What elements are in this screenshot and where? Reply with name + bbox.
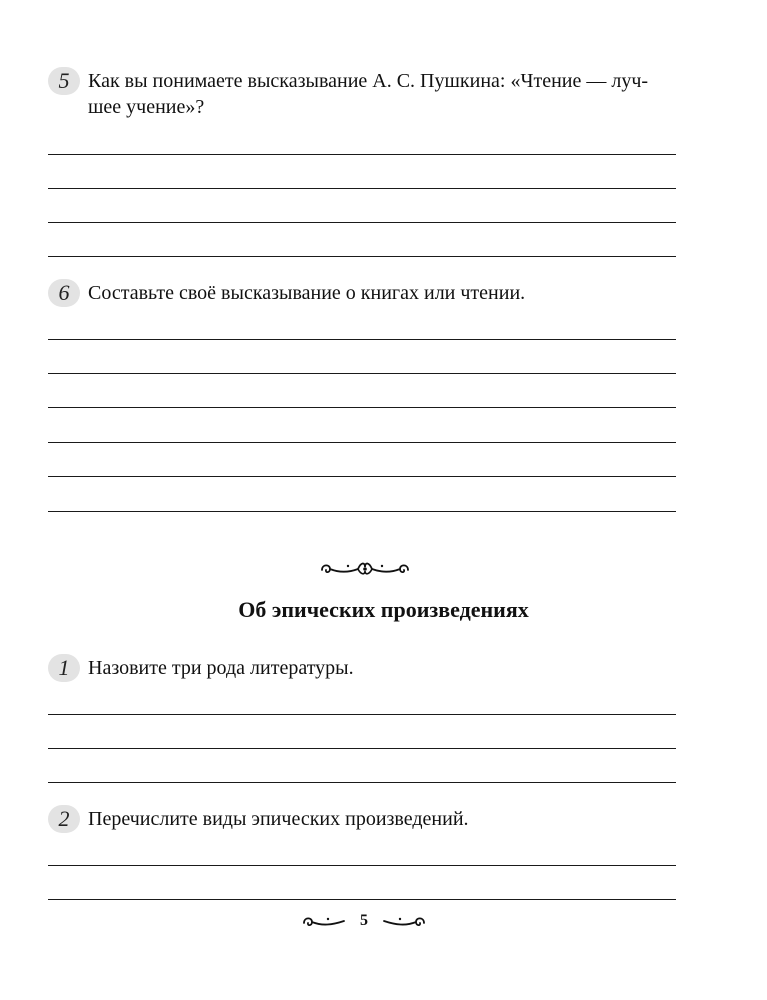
task-2: [48, 806, 678, 832]
answer-line[interactable]: [48, 748, 676, 749]
task-6: [48, 280, 678, 306]
right-flourish-icon: [382, 913, 426, 931]
answer-line[interactable]: [48, 714, 676, 715]
answer-line[interactable]: [48, 154, 676, 155]
section-title: Об эпических произведениях: [238, 597, 529, 622]
task-text: Перечислите виды эпических произведений.: [88, 808, 469, 830]
flourish-ornament-icon: [318, 558, 412, 580]
task-1: [48, 655, 678, 681]
task-number-badge: 5: [48, 67, 80, 95]
task-6-heading: [48, 280, 678, 306]
answer-line[interactable]: [48, 442, 676, 443]
answer-line[interactable]: [48, 339, 676, 340]
answer-line[interactable]: [48, 511, 676, 512]
task-5: [48, 68, 678, 120]
left-flourish-icon: [302, 913, 346, 931]
task-number-badge: 1: [48, 654, 80, 682]
answer-line[interactable]: [48, 256, 676, 257]
answer-line[interactable]: [48, 899, 676, 900]
answer-line[interactable]: [48, 865, 676, 866]
task-text: Как вы понимаете высказывание А. С. Пушкина: «Чтение — луч-: [88, 70, 649, 92]
task-text: Назовите три рода литературы.: [88, 657, 354, 679]
task-5-heading: [48, 68, 678, 120]
task-1-heading: [48, 655, 678, 681]
answer-line[interactable]: [48, 188, 676, 189]
page-number: 5: [360, 912, 368, 929]
task-text-continuation: шее учение»?: [88, 96, 205, 118]
answer-line[interactable]: [48, 782, 676, 783]
task-2-heading: [48, 806, 678, 832]
task-text: Составьте своё высказывание о книгах или чтении.: [88, 282, 526, 304]
answer-line[interactable]: [48, 407, 676, 408]
answer-line[interactable]: [48, 373, 676, 374]
answer-line[interactable]: [48, 476, 676, 477]
task-number-badge: 6: [48, 279, 80, 307]
task-number-badge: 2: [48, 805, 80, 833]
answer-line[interactable]: [48, 222, 676, 223]
